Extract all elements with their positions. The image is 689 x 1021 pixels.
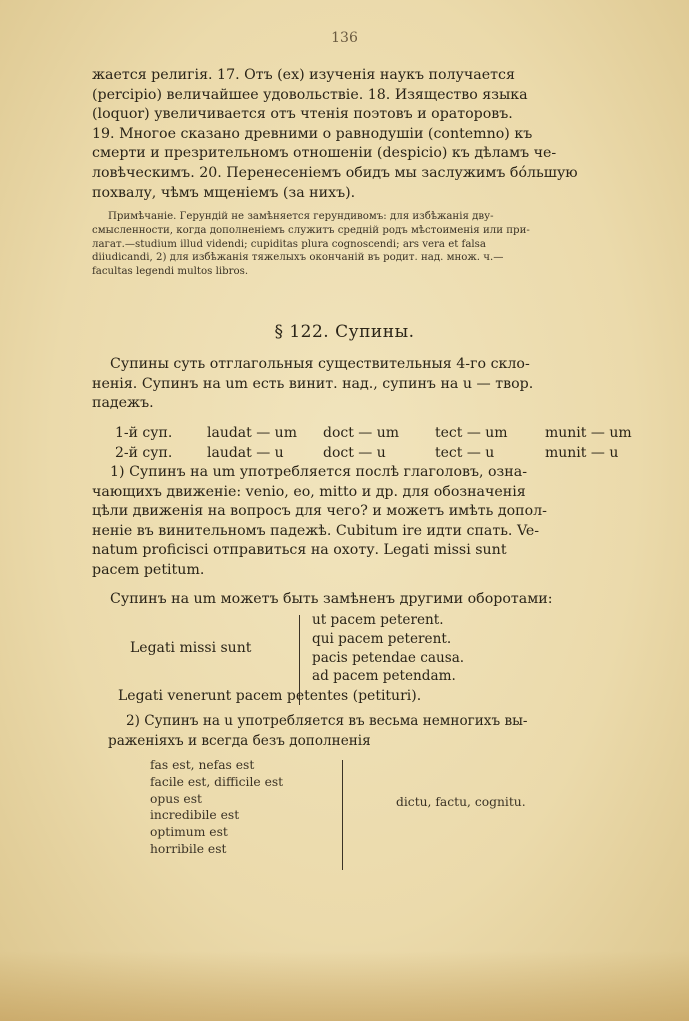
paragraph-line: natum proficisci отправиться на охоту. Legati missi sunt	[92, 542, 507, 559]
conjugation-cell: laudat — um	[207, 425, 297, 441]
note-line: Примѣчаніе. Герундій не замѣняется герундивомъ: для избѣжанія дву-	[108, 211, 494, 222]
paragraph-line: Супинъ на um можетъ быть замѣненъ другими оборотами:	[110, 591, 553, 607]
brace	[342, 760, 347, 870]
paragraph-line: ловѣческимъ. 20. Перенесеніемъ обидъ мы заслужимъ бóльшую	[92, 164, 578, 181]
page-edge-shading	[0, 951, 689, 1021]
rule-one-paragraph	[92, 463, 632, 581]
conjugation-cell: munit — u	[545, 445, 619, 461]
intro-paragraph	[92, 355, 632, 414]
paragraph-line: pacem petitum.	[92, 561, 205, 578]
list-item: fas est, nefas est	[150, 758, 255, 772]
paragraph-line: цѣли движенія на вопросъ для чего? и можетъ имѣть допол-	[92, 503, 547, 520]
note-line: diiudicandi, 2) для избѣжанія тяжелыхъ окончаній въ родит. над. множ. ч.—	[92, 252, 504, 264]
conjugation-cell: tect — um	[435, 425, 508, 441]
top-paragraph	[92, 66, 632, 203]
list-item: ad pacem petendam.	[312, 668, 456, 685]
list-item: opus est	[150, 791, 202, 806]
paragraph-line: 1) Супинъ на um употребляется послѣ глаголовъ, озна-	[110, 464, 528, 480]
paragraph-line: смерти и презрительномъ отношеніи (despicio) къ дѣламъ че-	[92, 145, 557, 162]
conjugation-cell: 1-й суп.	[115, 425, 173, 441]
conjugation-row	[115, 423, 632, 443]
note-line: facultas legendi multos libros.	[92, 266, 249, 278]
paragraph-line: (percipio) величайшее удовольствіе. 18. Изящество языка	[92, 86, 528, 103]
list-item: incredibile est	[150, 808, 240, 823]
note-paragraph	[92, 210, 632, 279]
page-number: 136	[331, 30, 358, 46]
rule-two-paragraph	[108, 712, 653, 751]
conjugation-cell: munit — um	[545, 425, 632, 441]
legati-example-list	[312, 611, 464, 686]
supine-forms: dictu, factu, cognitu.	[396, 795, 526, 809]
note-line: смысленности, когда дополненіемъ служитъ средній родъ мѣстоименія или при-	[92, 224, 530, 236]
paragraph-line: Супины суть отглагольныя существительныя 4-го скло-	[110, 356, 530, 372]
conjugation-cell: 2-й суп.	[115, 445, 173, 461]
conjugation-cell: doct — um	[323, 425, 400, 441]
replacement-line	[92, 590, 632, 610]
list-item: ut pacem peterent.	[312, 612, 444, 628]
paragraph-line: (loquor) увеличивается отъ чтенія поэтовъ и ораторовъ.	[92, 106, 513, 123]
supine-conjugation-table	[115, 423, 632, 463]
conjugation-cell: doct — u	[323, 445, 386, 461]
conjugation-cell: laudat — u	[207, 445, 284, 461]
list-item: qui pacem peterent.	[312, 630, 452, 647]
paragraph-line: раженіяхъ и всегда безъ дополненія	[108, 732, 371, 749]
list-item: pacis petendae causa.	[312, 649, 465, 666]
note-line: лагат.—studium illud videndi; cupiditas plura cognoscendi; ars vera et falsa	[92, 238, 486, 250]
legati-example-left: Legati missi sunt	[130, 640, 252, 656]
conjugation-row	[115, 443, 632, 463]
paragraph-line: 19. Многое сказано древними о равнодушіи (contemno) къ	[92, 125, 533, 142]
list-item: facile est, difficile est	[150, 774, 284, 789]
legati-final-example: Legati venerunt pacem petentes (petituri).	[118, 688, 422, 704]
paragraph-line: похвалу, чѣмъ мщеніемъ (за нихъ).	[92, 184, 356, 201]
paragraph-line: ненія. Супинъ на um есть винит. над., супинъ на u — твор.	[92, 375, 534, 392]
paragraph-line: жается религія. 17. Отъ (ex) изученія наукъ получается	[92, 67, 515, 83]
conjugation-cell: tect — u	[435, 445, 495, 461]
section-title: § 122. Супины.	[274, 322, 415, 342]
paragraph-line: 2) Супинъ на u употребляется въ весьма немногихъ вы-	[126, 713, 528, 729]
adjective-list	[150, 757, 283, 858]
list-item: horribile est	[150, 841, 227, 856]
list-item: optimum est	[150, 825, 228, 840]
paragraph-line: неніе въ винительномъ падежѣ. Cubitum ire идти спать. Ve-	[92, 522, 540, 539]
paragraph-line: падежъ.	[92, 395, 154, 412]
paragraph-line: чающихъ движеніе: venio, eo, mitto и др. для обозначенія	[92, 483, 526, 500]
